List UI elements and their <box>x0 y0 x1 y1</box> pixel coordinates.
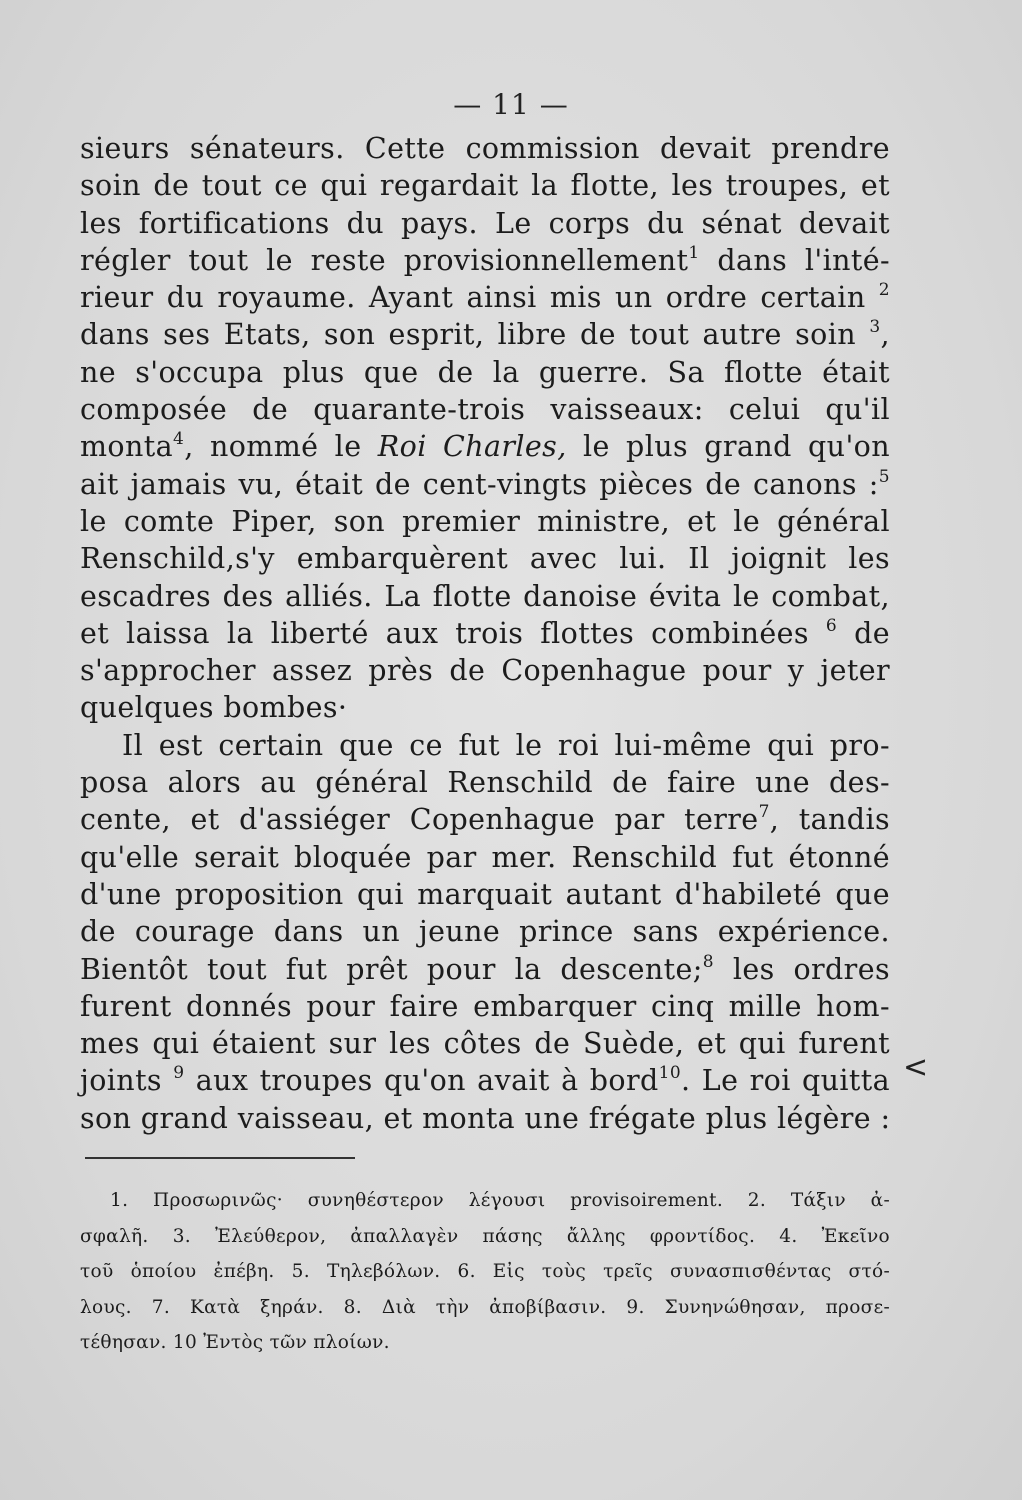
footnote-line: τέθησαν. 10 Ἐντὸς τῶν πλοίων. <box>80 1332 390 1353</box>
text-line: sieurs sénateurs. Cette commission devait prendre <box>80 132 890 165</box>
text-line: régler tout le reste provisionnellement$^1$ dans l'inté- <box>80 242 890 277</box>
text-line: son grand vaisseau, et monta une frégate plus légère : <box>80 1101 891 1135</box>
text-line: soin de tout ce qui regardait la flotte, les troupes, et <box>80 169 890 203</box>
footnote-ref: 5 <box>878 466 890 487</box>
text-line: mes qui étaient sur les côtes de Suède, et qui furent <box>80 1027 890 1061</box>
text-line: de courage dans un jeune prince sans expérience. <box>80 915 890 949</box>
text-line: composée de quarante-trois vaisseaux: celui qu'il <box>80 393 890 427</box>
text-line: monta$^4$, nommé le Roi Charles, le plus grand qu'on <box>80 429 890 464</box>
footnote-ref: 3 <box>869 317 881 338</box>
text-line: Bientôt tout fut prêt pour la descente;$^8$ les ordres <box>80 951 890 986</box>
ship-name: Roi Charles, <box>377 430 567 464</box>
text-line: ne s'occupa plus que de la guerre. Sa flotte était <box>80 355 890 389</box>
text-line: d'une proposition qui marquait autant d'habileté que <box>80 877 890 911</box>
footnote-rule <box>85 1157 355 1159</box>
footnote-ref: 4 <box>172 429 185 450</box>
footnote-line: σφαλῆ. 3. Ἐλεύθερον, ἀπαλλαγὲν πάσης ἄλλης φροντίδος. 4. Ἐκεῖνο <box>80 1225 890 1247</box>
text-line: joints $^9$ aux troupes qu'on avait à bord$^{10}$. Le roi quitta <box>80 1063 890 1098</box>
text-line: le comte Piper, son premier ministre, et le général <box>80 504 890 538</box>
footnote-ref: 8 <box>702 951 714 972</box>
footnote-ref: 9 <box>173 1063 185 1084</box>
text-line: et laissa la liberté aux trois flottes combinées $^6$ de <box>80 615 890 650</box>
footnote-ref: 6 <box>825 615 838 636</box>
text-line: les fortifications du pays. Le corps du sénat devait <box>80 206 890 240</box>
footnotes <box>80 1183 890 1361</box>
text-line: dans ses Etats, son esprit, libre de tout autre soin $^3$, <box>80 317 890 352</box>
footnote-ref: 1 <box>688 242 700 263</box>
text-line: Renschild,s'y embarquèrent avec lui. Il joignit les <box>80 542 890 576</box>
footnote-line: 1. Προσωρινῶς· συνηθέστερον λέγουσι provisoirement. 2. Τάξιν ἀ- <box>110 1190 890 1211</box>
text-line: quelques bombes· <box>80 691 348 725</box>
footnote-ref: 2 <box>878 280 890 301</box>
text-line: qu'elle serait bloquée par mer. Renschild fut étonné <box>80 840 890 874</box>
text-line: furent donnés pour faire embarquer cinq mille hom- <box>80 989 890 1023</box>
text-line: cente, et d'assiéger Copenhague par terre$^7$, tandis <box>80 802 890 837</box>
text-line: Il est certain que ce fut le roi lui-même qui pro- <box>122 728 890 762</box>
footnote-line: τοῦ ὁποίου ἐπέβη. 5. Τηλεβόλων. 6. Εἰς τοὺς τρεῖς συνασπισθέντας στό- <box>80 1261 890 1282</box>
text-line: escadres des alliés. La flotte danoise évita le combat, <box>80 579 890 613</box>
margin-mark: < <box>903 1050 929 1085</box>
body-text <box>80 130 890 1137</box>
text-line: posa alors au général Renschild de faire une des- <box>80 766 890 800</box>
text-line: rieur du royaume. Ayant ainsi mis un ordre certain $^2$ <box>80 280 890 315</box>
text-line: s'approcher assez près de Copenhague pour y jeter <box>80 654 890 688</box>
footnote-line: λους. 7. Κατὰ ξηράν. 8. Διὰ τὴν ἀποβίβασιν. 9. Συνηνώθησαν, προσε- <box>80 1296 890 1318</box>
page-number: — 11 — <box>453 88 569 121</box>
text-line: ait jamais vu, était de cent-vingts pièces de canons :$^5$ <box>80 466 890 501</box>
footnote-ref: 7 <box>758 802 770 823</box>
footnote-ref: 10 <box>658 1063 682 1084</box>
